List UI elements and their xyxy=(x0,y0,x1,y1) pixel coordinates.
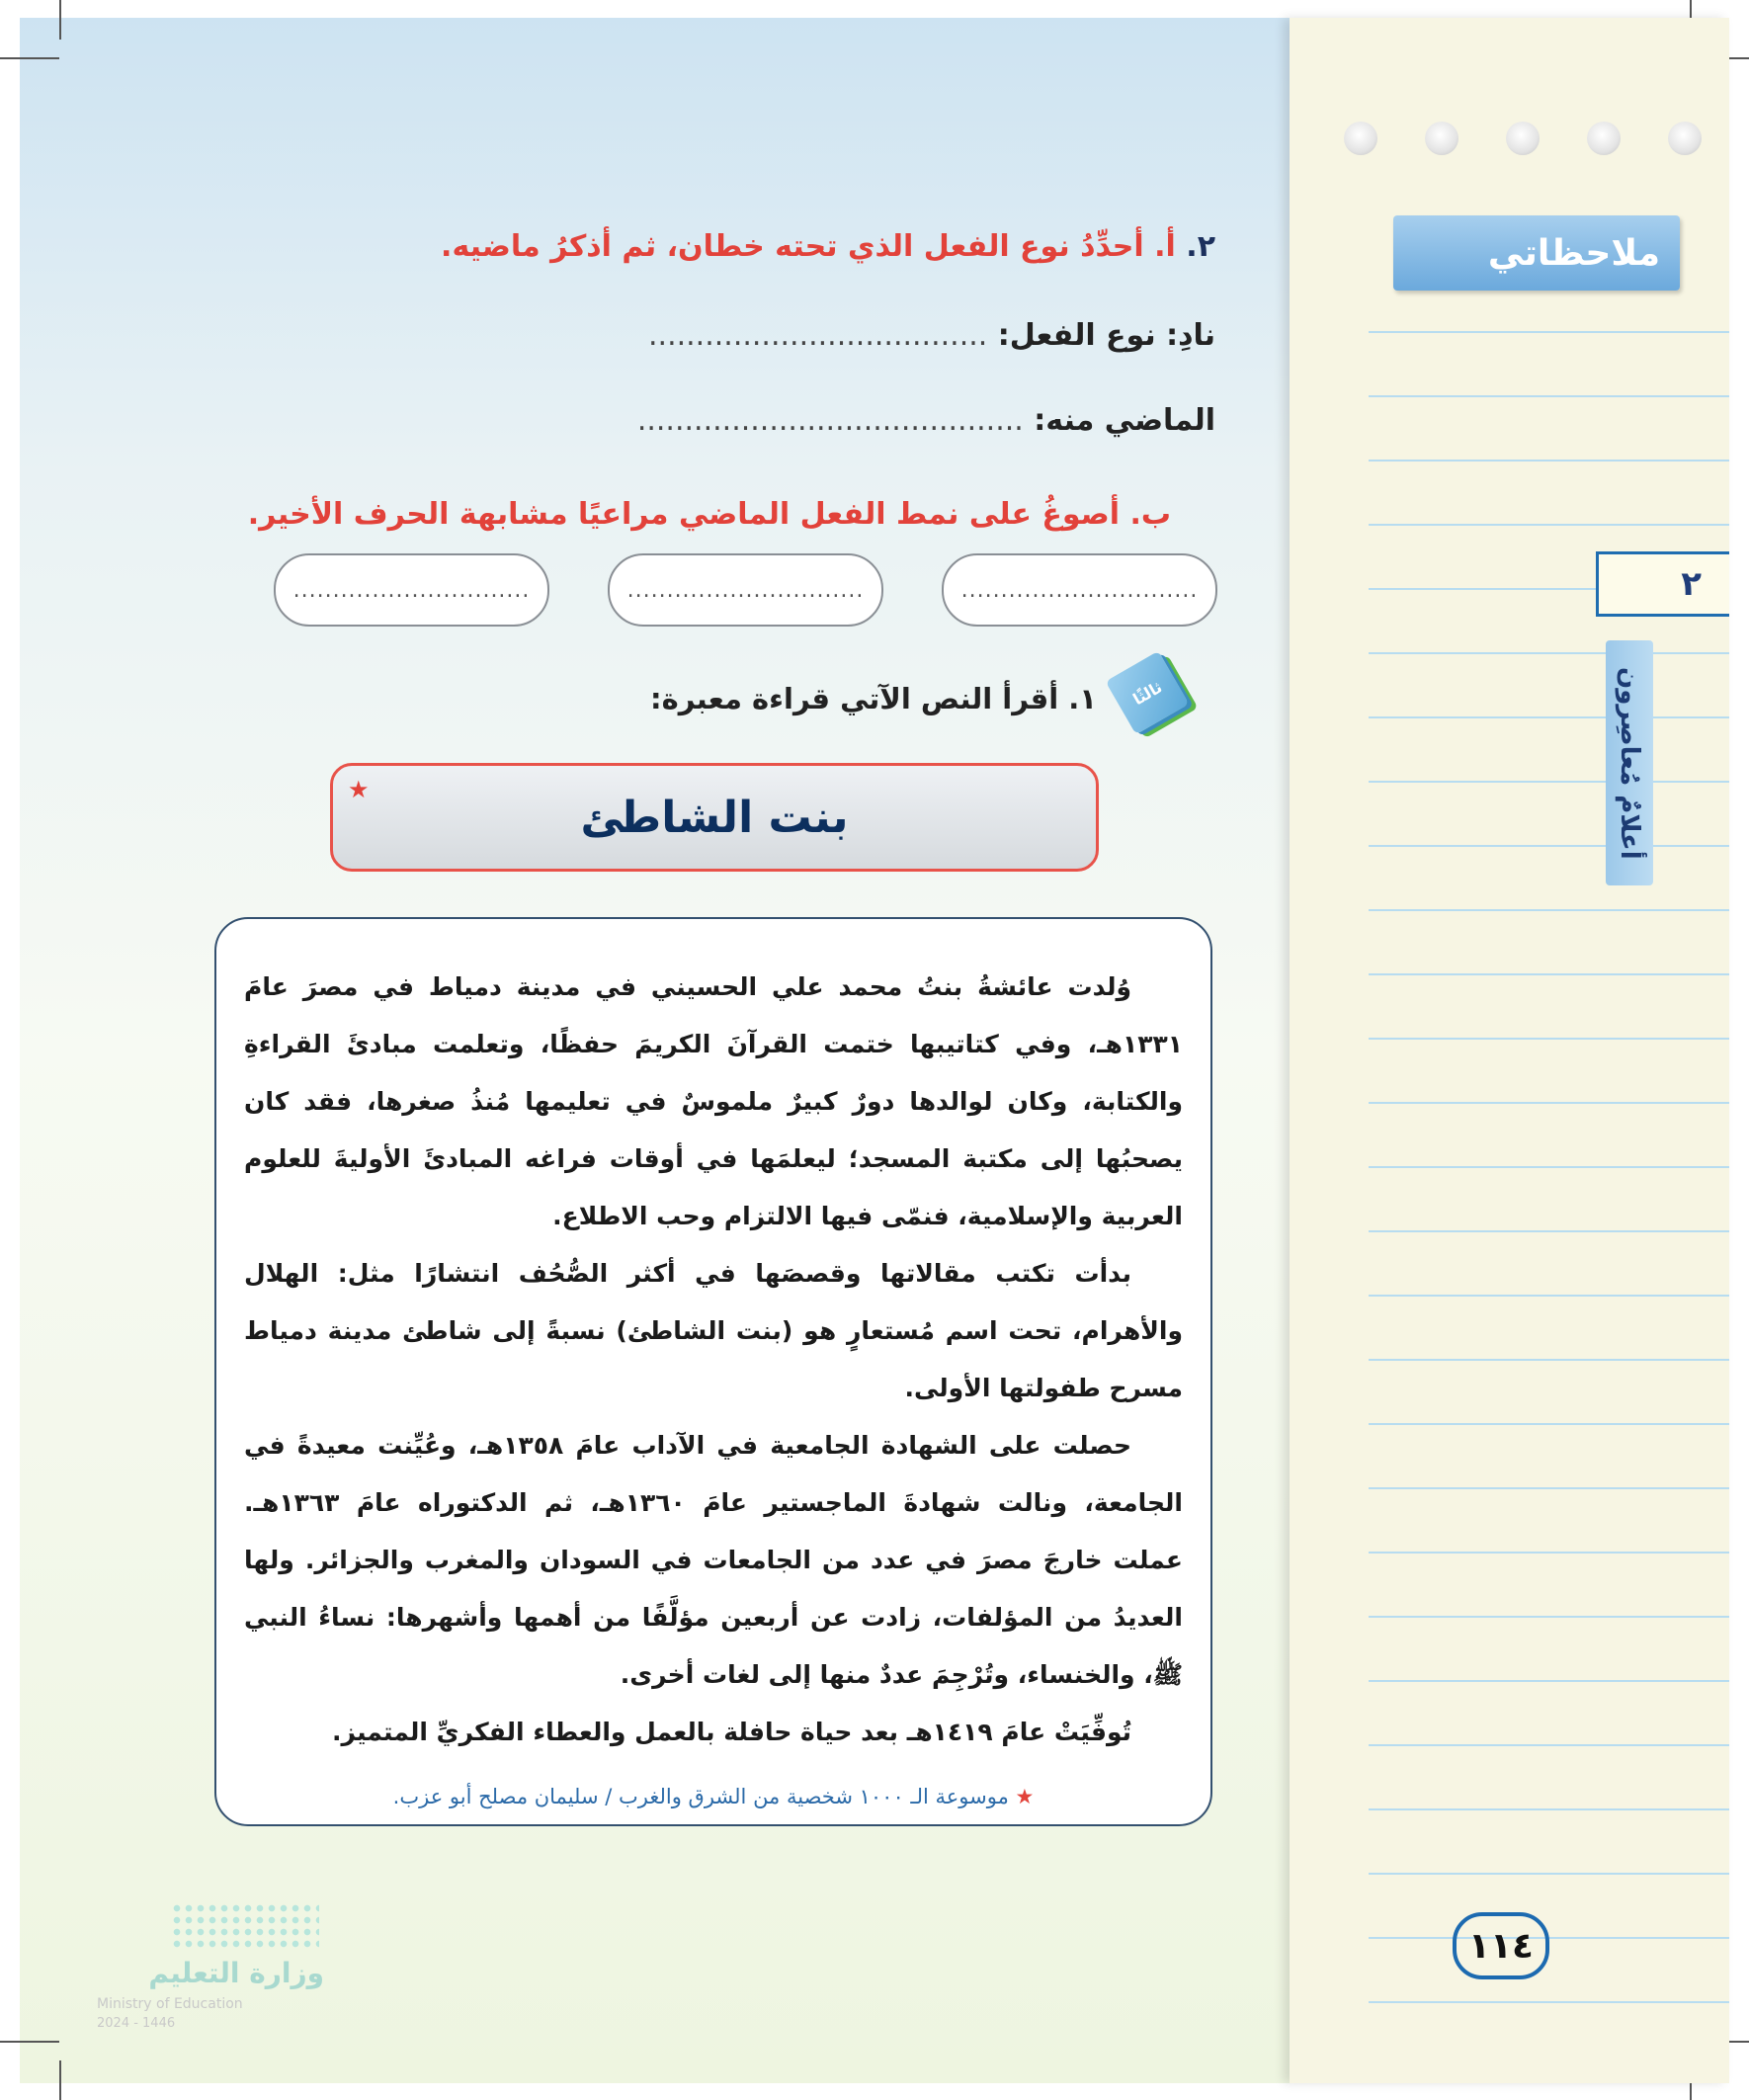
reading-paragraph: بدأت تكتب مقالاتها وقصصَها في أكثر الصُّحُف انتشارًا مثل: الهلال والأهرام، تحت اسم مُستعارٍ هو (بنت الشاطئ) نسبةً إلى شاطئ مدينة دمياط مسرح طفولتها الأولى. xyxy=(244,1259,1183,1402)
unit-number: ٢ xyxy=(1596,551,1729,617)
note-line xyxy=(1369,524,1729,526)
crop-mark xyxy=(0,2041,59,2043)
ministry-name-ar: وزارة التعليم xyxy=(148,1957,324,1989)
note-line xyxy=(1369,1295,1729,1297)
verb-word: نادِ: xyxy=(1166,318,1215,353)
part-a-instruction: أ. أحدِّدُ نوع الفعل الذي تحته خطان، ثم أذكرُ ماضيه. xyxy=(441,229,1176,264)
reading-paragraph: تُوفِّيَتْ عامَ ١٤١٩هـ بعد حياة حافلة بالعمل والعطاء الفكريِّ المتميز. xyxy=(332,1718,1131,1746)
verb-type-blank[interactable]: .................................... xyxy=(648,318,988,353)
answer-box[interactable]: .............................. xyxy=(608,553,883,627)
note-line xyxy=(1369,973,1729,975)
binder-hole xyxy=(1425,122,1458,155)
crop-mark xyxy=(59,0,61,40)
note-line xyxy=(1369,1873,1729,1875)
note-line xyxy=(1369,1038,1729,1040)
note-line xyxy=(1369,1616,1729,1618)
note-line xyxy=(1369,1230,1729,1232)
binder-hole xyxy=(1506,122,1540,155)
verb-type-row xyxy=(648,318,1215,353)
past-form-row xyxy=(637,403,1215,438)
past-label: الماضي منه: xyxy=(1034,403,1215,438)
binder-hole xyxy=(1344,122,1377,155)
note-line xyxy=(1369,716,1729,718)
note-line xyxy=(1369,1166,1729,1168)
past-blank[interactable]: ......................................... xyxy=(636,403,1024,438)
unit-tab xyxy=(1606,640,1653,885)
section-badge: ثالثًا xyxy=(1106,651,1190,735)
note-line xyxy=(1369,845,1729,847)
notes-notebook xyxy=(1290,18,1729,2083)
note-line xyxy=(1369,652,1729,654)
title-star-icon: ★ xyxy=(348,776,370,803)
section-3-instruction: ١. أقرأ النص الآتي قراءة معبرة: xyxy=(650,682,1097,715)
unit-name: أعلامٌ مُعاصِرون xyxy=(1615,666,1644,860)
citation xyxy=(244,1785,1183,1808)
binder-hole xyxy=(1587,122,1621,155)
answer-box[interactable]: .............................. xyxy=(942,553,1217,627)
exercise-2-part-b xyxy=(248,497,1171,532)
ministry-name-en: Ministry of Education xyxy=(97,1996,243,2012)
binder-hole xyxy=(1668,122,1702,155)
verb-type-label: نوع الفعل: xyxy=(997,318,1156,353)
note-line xyxy=(1369,331,1729,333)
note-line xyxy=(1369,1680,1729,1682)
note-line xyxy=(1369,2001,1729,2003)
crop-mark xyxy=(0,57,59,59)
part-b-instruction: ب. أصوغُ على نمط الفعل الماضي مراعيًا مشابهة الحرف الأخير. xyxy=(247,497,1171,532)
ministry-logo xyxy=(97,1902,334,2031)
note-line xyxy=(1369,1102,1729,1104)
crop-mark xyxy=(59,2060,61,2100)
note-line xyxy=(1369,1744,1729,1746)
note-line xyxy=(1369,395,1729,397)
reading-paragraph: وُلدت عائشةُ بنتُ محمد علي الحسيني في مدينة دمياط في مصرَ عامَ ١٣٣١هـ، وفي كتاتيبها ختمت القرآنَ الكريمَ حفظًا، وتعلمت مبادئَ القراءةِ والكتابة، وكان لوالدها دورٌ كبيرٌ ملموسٌ في تعليمها مُنذُ صغرها، فقد كان يصحبُها إلى مكتبة المسجد؛ ليعلمَها في أوقات فراغه المبادئَ الأوليةَ للعلوم العربية والإسلامية، فنمّى فيها الالتزام وحب الاطلاع. xyxy=(244,972,1183,1230)
ministry-year: 2024 - 1446 xyxy=(97,2016,176,2031)
note-line xyxy=(1369,781,1729,783)
note-line xyxy=(1369,460,1729,462)
ministry-dots-icon xyxy=(171,1902,319,1952)
citation-star-icon: ★ xyxy=(1015,1785,1035,1808)
note-line xyxy=(1369,1423,1729,1425)
note-line xyxy=(1369,909,1729,911)
note-line xyxy=(1369,1359,1729,1361)
note-line xyxy=(1369,1552,1729,1554)
reading-title: بنت الشاطئ xyxy=(330,763,1099,872)
reading-paragraph: حصلت على الشهادة الجامعية في الآداب عامَ ١٣٥٨هـ، وعُيِّنت معيدةً في الجامعة، ونالت شهادةَ الماجستير عامَ ١٣٦٠هـ، ثم الدكتوراه عامَ ١٣٦٣هـ. عملت خارجَ مصرَ في عدد من الجامعات في السودان والمغرب والجزائر. ولها العديدُ من المؤلفات، زادت عن أربعين مؤلَّفًا من أهمها وأشهرها: نساءُ النبي ﷺ، والخنساء، وتُرْجِمَ عددٌ منها إلى لغات أخرى. xyxy=(244,1431,1183,1689)
reading-text-box xyxy=(214,917,1212,1826)
note-line xyxy=(1369,1808,1729,1810)
answer-box[interactable]: .............................. xyxy=(274,553,549,627)
exercise-2-part-a xyxy=(441,229,1215,264)
page-number: ١١٤ xyxy=(1453,1912,1549,1979)
notes-title: ملاحظاتي xyxy=(1393,215,1680,291)
exercise-number: ٢. xyxy=(1186,229,1215,264)
citation-text: موسوعة الـ ١٠٠٠ شخصية من الشرق والغرب / سليمان مصلح أبو عزب. xyxy=(392,1785,1009,1808)
note-line xyxy=(1369,1487,1729,1489)
